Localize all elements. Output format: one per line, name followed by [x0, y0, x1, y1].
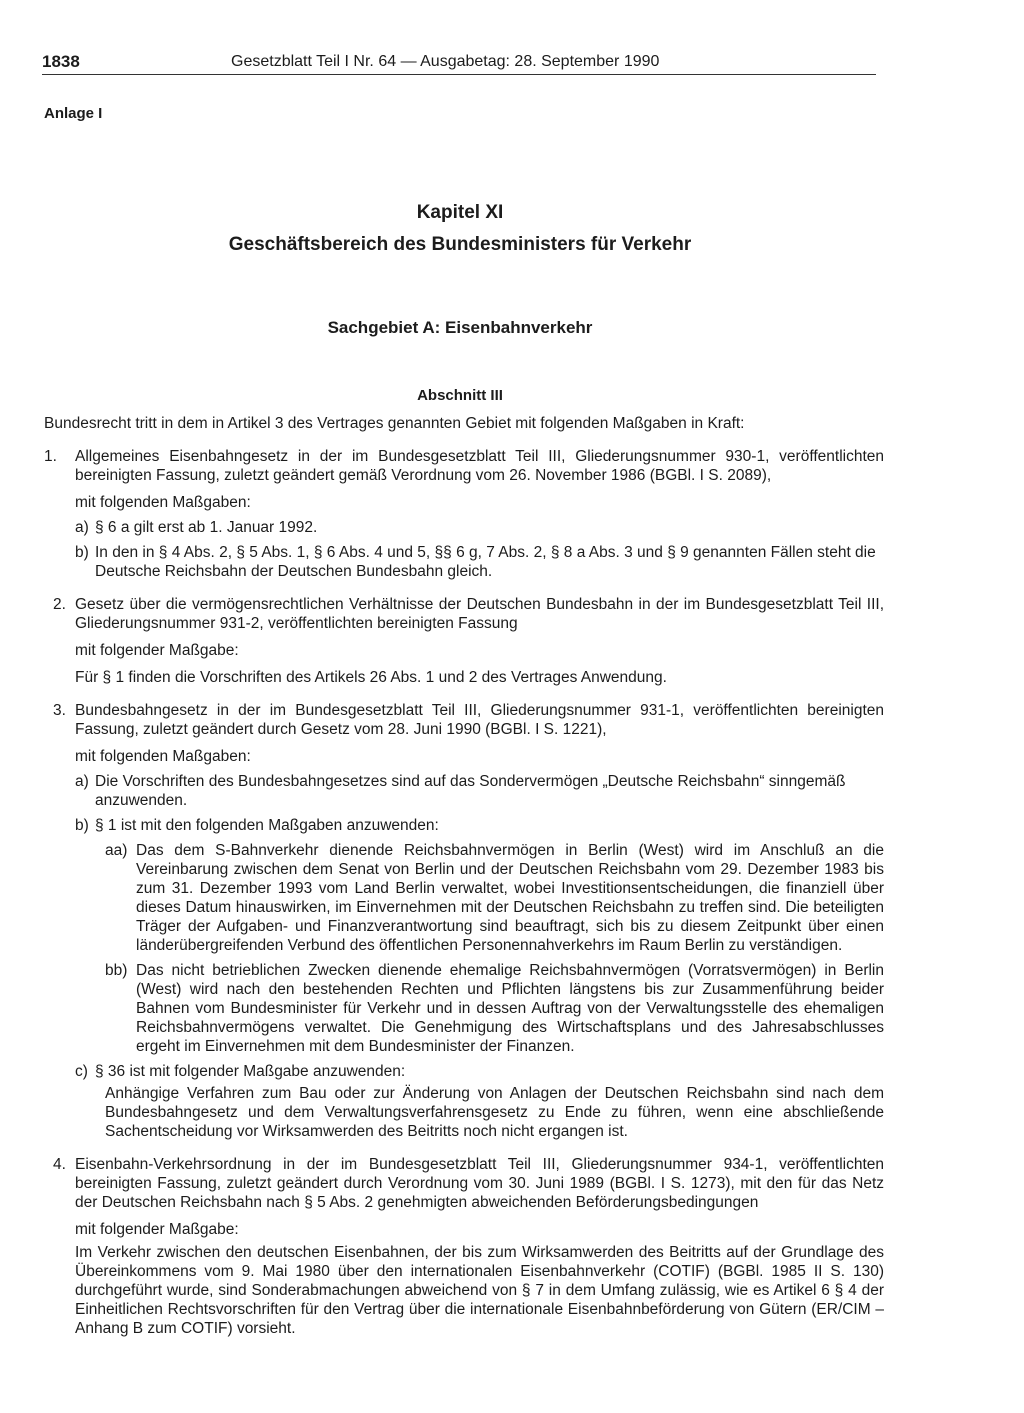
- provision-text: Gesetz über die vermögensrechtlichen Verhältnisse der Deutschen Bundesbahn in der im Bundesgesetzblatt Teil III, Gliederungsnummer 931-2, veröffentlichten bereinigten Fassung: [75, 596, 884, 632]
- provision-text: Eisenbahn-Verkehrsordnung in der im Bundesgesetzblatt Teil III, Gliederungsnummer 934-1, veröffentlichten bereinigten Fassung, zuletzt geändert durch Verordnung vom 30. Juni 1989 (BGBl. I S. 1273), mit den für das Netz der Deutschen Reichsbahn nach § 5 Abs. 2 genehmigten abweichenden Beförderungsbedingungen: [75, 1156, 884, 1211]
- sub-provision-text: § 6 a gilt erst ab 1. Januar 1992.: [95, 519, 318, 536]
- sub-provision: [75, 1062, 884, 1141]
- provision-number: 1.: [44, 448, 57, 465]
- subject-area-heading: Sachgebiet A: Eisenbahnverkehr: [327, 318, 593, 337]
- section-heading: Abschnitt III: [417, 387, 503, 404]
- sub-provision-letter: b): [75, 544, 89, 561]
- sub-provision-letter: b): [75, 817, 89, 834]
- sub-provision-text: Die Vorschriften des Bundesbahngesetzes sind auf das Sondervermögen „Deutsche Reichsbahn“ sinngemäß anzuwenden.: [95, 773, 846, 809]
- gazette-title: Gesetzblatt Teil I Nr. 64 — Ausgabetag: 28. September 1990: [231, 53, 660, 70]
- sub-sub-provision-text: Das dem S-Bahnverkehr dienende Reichsbahnvermögen in Berlin (West) wird im Anschluß an die Vereinbarung zwischen dem Senat von Berlin und der Deutschen Reichsbahn vom 29. Dezember 1983 bis zum 31. Dezember 1993 vom Land Berlin verwaltet, wobei Investitionsentscheidungen, die finanziell über dieses Datum hinauswirken, im Einvernehmen mit der Deutschen Reichsbahn zu treffen sind. Die beteiligten Träger der Aufgaben- und Finanzverantwortung sind beauftragt, sich bis zu diesem Zeitpunkt über einen länderübergreifenden Verbund des öffentlichen Personennahverkehrs im Raum Berlin zu verständigen.: [136, 842, 884, 954]
- provision-item: [44, 595, 884, 687]
- provision-body: Für § 1 finden die Vorschriften des Artikels 26 Abs. 1 und 2 des Vertrages Anwendung.: [75, 669, 667, 686]
- provision-lead: mit folgender Maßgabe:: [75, 642, 239, 659]
- sub-provision: [75, 543, 884, 581]
- provision-lead: mit folgenden Maßgaben:: [75, 748, 251, 765]
- page-number: 1838: [42, 52, 80, 71]
- sub-provision-text: In den in § 4 Abs. 2, § 5 Abs. 1, § 6 Abs. 4 und 5, §§ 6 g, 7 Abs. 2, § 8 a Abs. 3 und § 9 genannten Fällen steht die Deutsche Reichsbahn der Deutschen Bundesbahn gleich.: [95, 544, 876, 580]
- intro-paragraph: Bundesrecht tritt in dem in Artikel 3 des Vertrages genannten Gebiet mit folgenden Maßgaben in Kraft:: [44, 415, 745, 432]
- sub-provision-text: § 36 ist mit folgender Maßgabe anzuwenden:: [95, 1063, 406, 1080]
- provision-lead: mit folgender Maßgabe:: [75, 1221, 239, 1238]
- sub-sub-provision-mark: aa): [105, 842, 128, 859]
- sub-provision: [75, 772, 884, 810]
- provision-number: 2.: [53, 596, 66, 613]
- sub-provision-letter: c): [75, 1063, 88, 1080]
- sub-provision: [75, 816, 884, 1056]
- provision-text: Allgemeines Eisenbahngesetz in der im Bundesgesetzblatt Teil III, Gliederungsnummer 930-1, veröffentlichten bereinigten Fassung, zuletzt geändert gemäß Verordnung vom 26. November 1986 (BGBl. I S. 2089),: [75, 448, 884, 484]
- provisions-list: [44, 447, 884, 1348]
- sub-sub-provision: [105, 961, 884, 1056]
- chapter-subtitle: Geschäftsbereich des Bundesministers für Verkehr: [228, 234, 692, 255]
- provision-number: 3.: [53, 702, 66, 719]
- sub-sub-provisions: [95, 841, 884, 1056]
- annex-label: Anlage I: [44, 105, 103, 122]
- sub-provision-text: § 1 ist mit den folgenden Maßgaben anzuwenden:: [95, 817, 439, 834]
- sub-sub-provision-mark: bb): [105, 962, 128, 979]
- sub-sub-provision: [105, 841, 884, 955]
- page-header: [42, 52, 876, 75]
- provision-item: [44, 1155, 884, 1338]
- provision-text: Bundesbahngesetz in der im Bundesgesetzblatt Teil III, Gliederungsnummer 931-1, veröffentlichten bereinigten Fassung, zuletzt geändert durch Gesetz vom 28. Juni 1990 (BGBl. I S. 1221),: [75, 702, 884, 738]
- sub-provision-letter: a): [75, 519, 89, 536]
- provision-item: [44, 447, 884, 581]
- provision-lead: mit folgenden Maßgaben:: [75, 494, 251, 511]
- sub-provision-letter: a): [75, 773, 89, 790]
- sub-sub-provision-text: Das nicht betrieblichen Zwecken dienende ehemalige Reichsbahnvermögen (Vorratsvermögen) in Berlin (West) wird nach den bestehenden Rechten und Pflichten längstens bis zur Zusammenführung beider Bahnen vom Bundesminister für Verkehr und in dessen Auftrag von der Verwaltungsstelle des ehemaligen Reichsbahnvermögens verwaltet. Die Genehmigung des Wirtschaftsplans und des Jahresabschlusses ergeht im Einvernehmen mit dem Bundesminister der Finanzen.: [136, 962, 884, 1055]
- sub-provision-body: Anhängige Verfahren zum Bau oder zur Änderung von Anlagen der Deutschen Reichsbahn sind nach dem Bundesbahngesetz und dem Verwaltungsverfahrensgesetz zu Ende zu führen, wenn eine abschließende Sachentscheidung vor Wirksamwerden des Beitritts noch nicht ergangen ist.: [105, 1085, 884, 1140]
- provision-number: 4.: [53, 1156, 66, 1173]
- provision-body: Im Verkehr zwischen den deutschen Eisenbahnen, der bis zum Wirksamwerden des Beitritts auf der Grundlage des Übereinkommens vom 9. Mai 1980 über den internationalen Eisenbahnverkehr (COTIF) (BGBl. 1985 II S. 130) durchgeführt wurde, sind Sonderabmachungen abweichend von § 7 in dem Umfang zulässig, wie es Artikel 6 § 4 der Einheitlichen Rechtsvorschriften für den Vertrag über die internationale Eisenbahnbeförderung von Gütern (ER/CIM – Anhang B zum COTIF) vorsieht.: [75, 1244, 884, 1337]
- provision-item: [44, 701, 884, 1141]
- sub-provision: [75, 518, 884, 537]
- chapter-title: Kapitel XI: [416, 202, 504, 223]
